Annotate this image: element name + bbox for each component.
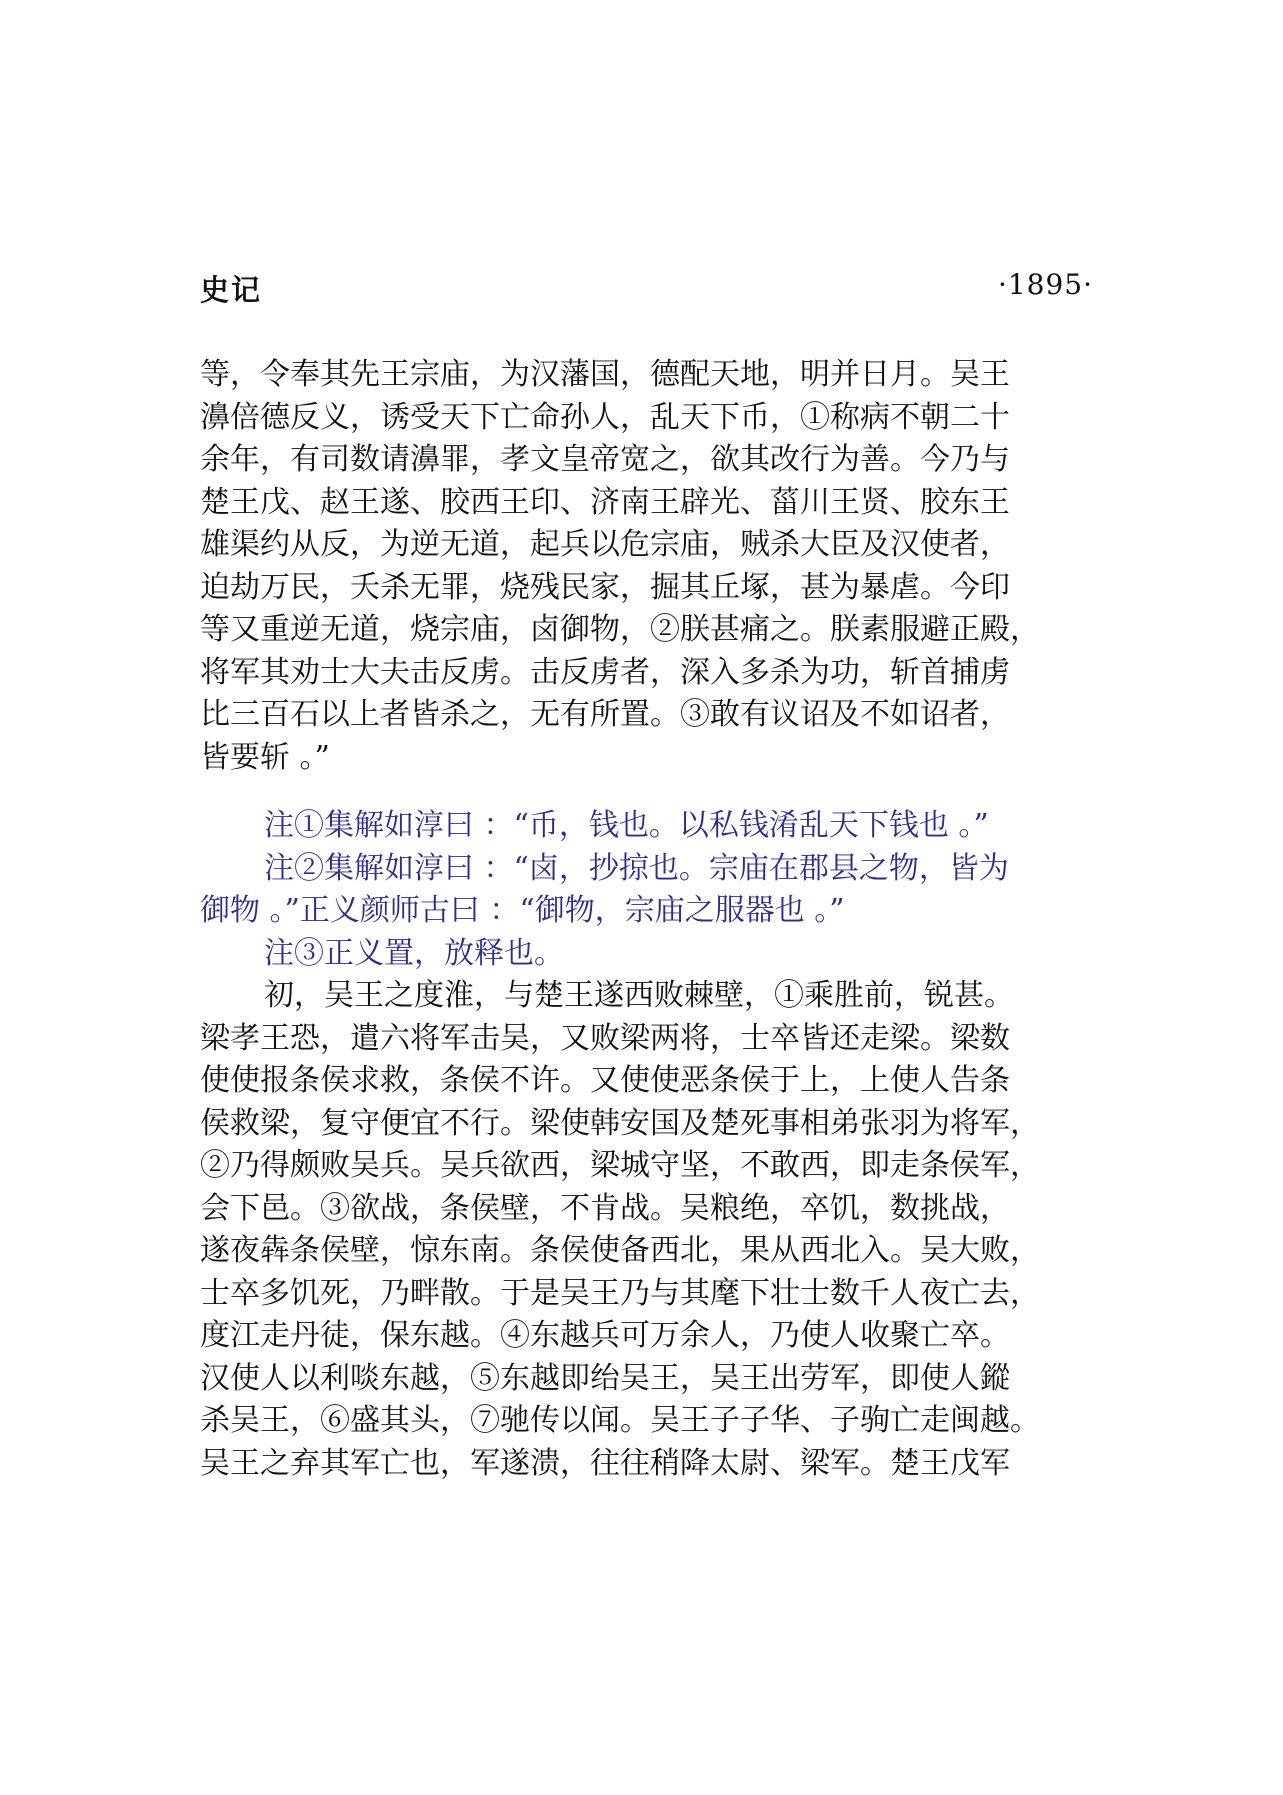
text-line: 遂夜犇条侯壁，惊东南。条侯使备西北，果从西北入。吴大败， [200,1233,1040,1268]
page-body [200,354,1095,1485]
text-line: 等又重逆无道，烧宗庙，卤御物，②朕甚痛之。朕素服避正殿， [200,612,1040,647]
paragraph-narrative [200,975,1095,1485]
text-line: 士卒多饥死，乃畔散。于是吴王乃与其麾下壮士数千人夜亡去， [200,1275,1040,1311]
book-title: 史记 [200,273,263,307]
text-line: 余年，有司数请濞罪，孝文皇帝宽之，欲其改行为善。今乃与 [200,442,1010,477]
text-line: 皆要斩 。” [200,739,330,775]
paragraph-gap [200,779,1095,805]
text-line: 等，令奉其先王宗庙，为汉藩国，德配天地，明并日月。吴王 [200,357,1010,392]
text-line: 使使报条侯求救，条侯不许。又使使恶条侯于上，上使人告条 [200,1063,1010,1098]
note-line: 注③正义置，放释也。 [264,935,564,971]
text-line: 将军其劝士大夫击反虏。击反虏者，深入多杀为功，斩首捕虏 [200,654,1010,690]
text-line: 雄渠约从反，为逆无道，起兵以危宗庙，贼杀大臣及汉使者， [200,527,1010,562]
text-line: 迫劫万民，夭杀无罪，烧残民家，掘其丘塚，甚为暴虐。今印 [200,569,1010,605]
note-line: 注②集解如淳曰 ：“卤，抄掠也。宗庙在郡县之物，皆为 [264,850,1009,886]
text-line: 吴王之弃其军亡也，军遂溃，往往稍降太尉、梁军。楚王戊军 [200,1445,1010,1481]
text-line: 度江走丹徒，保东越。④东越兵可万余人，乃使人收聚亡卒。 [200,1318,1010,1353]
text-line: 楚王戊、赵王遂、胶西王印、济南王辟光、菑川王贤、胶东王 [200,484,1010,520]
text-line: 汉使人以利啖东越，⑤东越即绐吴王，吴王出劳军，即使人鏦 [200,1360,1010,1396]
page-number: ·1895· [997,268,1093,301]
text-line: 会下邑。③欲战，条侯壁，不肯战。吴粮绝，卒饥，数挑战， [200,1190,1010,1226]
text-line: 杀吴王，⑥盛其头，⑦驰传以闻。吴王子子华、子驹亡走闽越。 [200,1403,1040,1438]
text-line: 濞倍德反义，诱受天下亡命孙人，乱天下币，①称病不朝二十 [200,399,1010,435]
text-line: ②乃得颇败吴兵。吴兵欲西，梁城守坚，不敢西，即走条侯军， [200,1148,1040,1183]
annotation-notes [200,805,1095,975]
text-line: 侯救梁，复守便宜不行。梁使韩安国及楚死事相弟张羽为将军， [200,1105,1040,1141]
paragraph-edict [200,354,1095,779]
note-line: 御物 。”正义颜师古曰 ：“御物，宗庙之服器也 。” [200,893,845,928]
text-line: 比三百石以上者皆杀之，无有所置。③敢有议诏及不如诏者， [200,697,1010,732]
text-line: 梁孝王恐，遣六将军击吴，又败梁两将，士卒皆还走梁。梁数 [200,1020,1010,1056]
note-line: 注①集解如淳曰 ：“币，钱也。以私钱淆乱天下钱也 。” [264,808,989,843]
text-line: 初，吴王之度淮，与楚王遂西败棘壁，①乘胜前，锐甚。 [264,978,1014,1013]
